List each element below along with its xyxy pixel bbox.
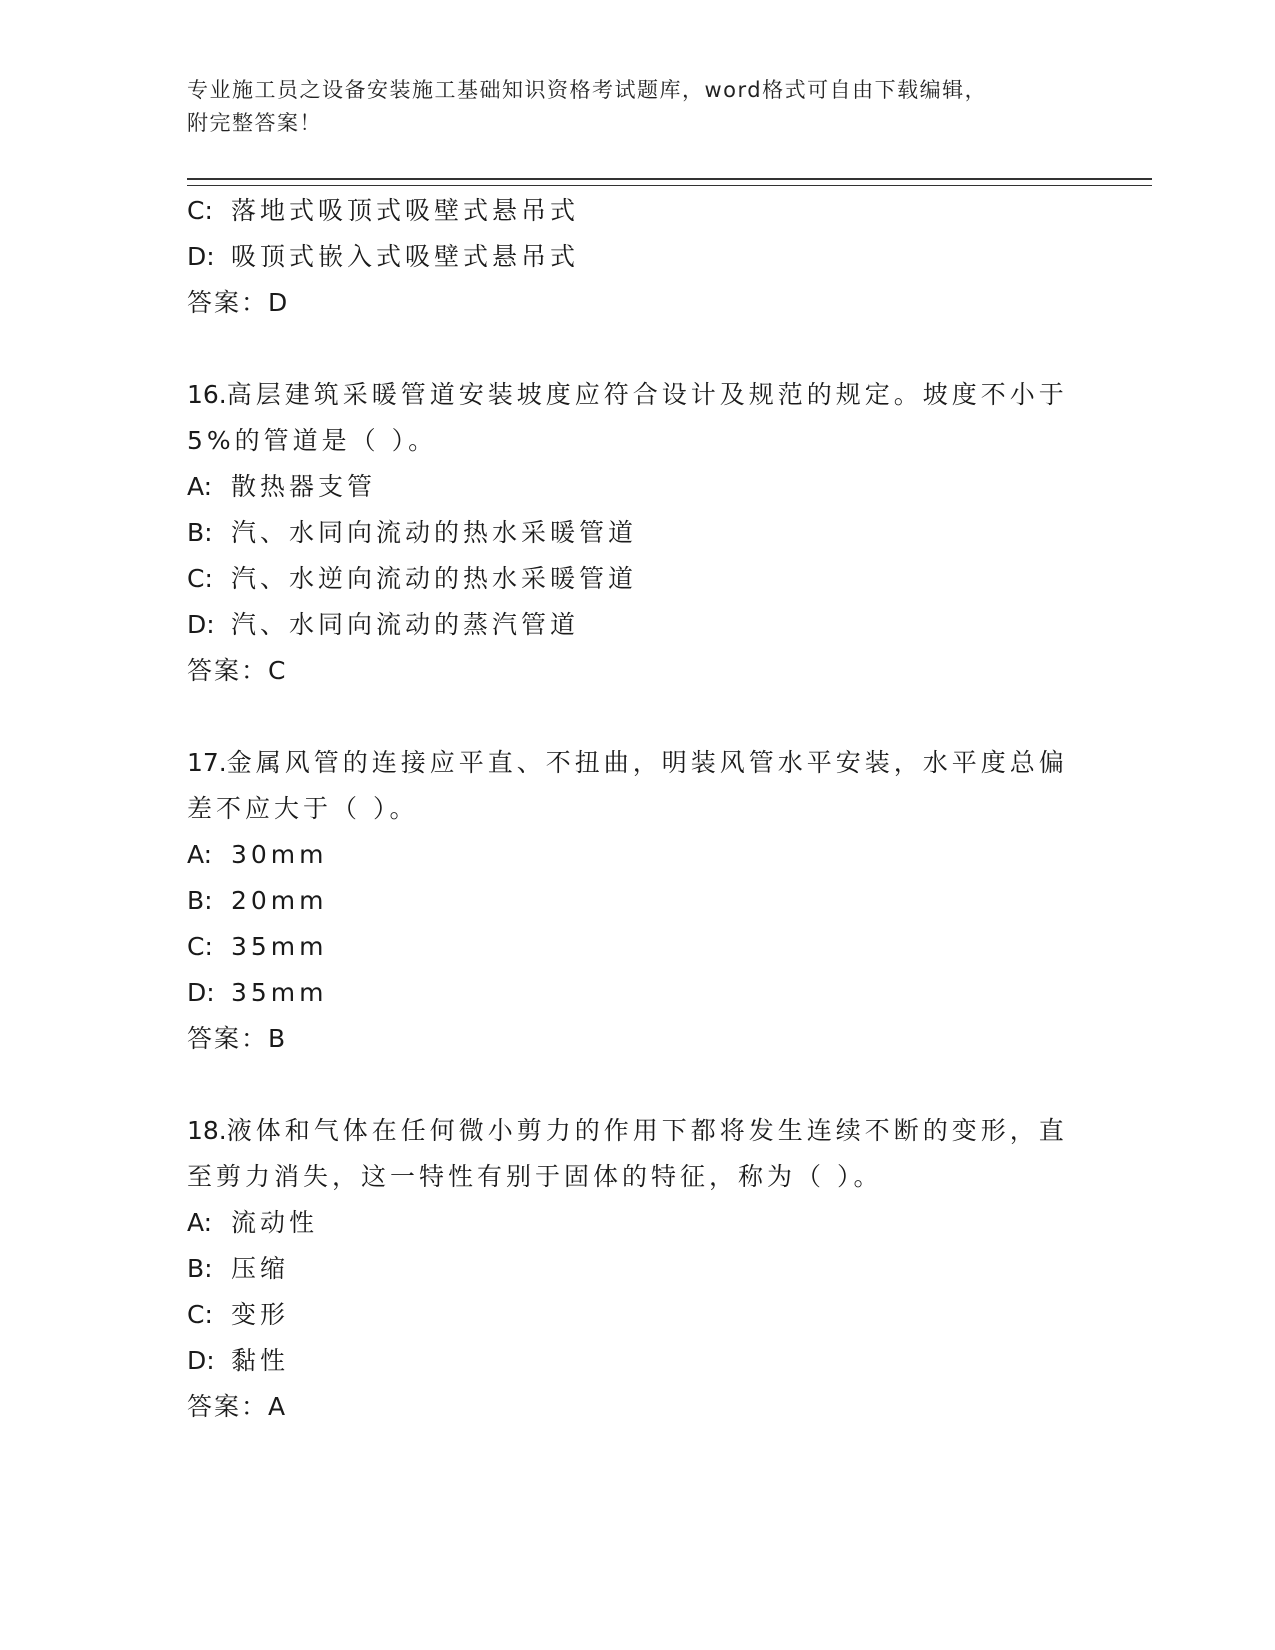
option-text: 20mm — [231, 886, 328, 915]
question-stem — [187, 740, 1087, 786]
prev-question-block — [187, 188, 1087, 326]
option-label: D: — [187, 610, 215, 639]
option-label: C: — [187, 564, 213, 593]
header-line-2: 附完整答案！ — [187, 111, 322, 135]
option-label: B: — [187, 1254, 213, 1283]
question-stem — [187, 1108, 1087, 1154]
option-c — [187, 1292, 1087, 1338]
option-c — [187, 188, 1087, 234]
option-d — [187, 602, 1087, 648]
answer-line: 答案：B — [187, 1024, 288, 1053]
option-b — [187, 510, 1087, 556]
question-stem-continued: 5%的管道是（ ）。 — [187, 426, 438, 455]
option-d — [187, 970, 1087, 1016]
option-d — [187, 1338, 1087, 1384]
answer-line: 答案：A — [187, 1392, 288, 1421]
stem-text: 高层建筑采暖管道安装坡度应符合设计及规范的规定。坡度不小于 — [226, 380, 1068, 409]
answer-line: 答案：D — [187, 288, 290, 317]
question-number: 17. — [187, 748, 227, 777]
option-label: D: — [187, 1346, 215, 1375]
stem-text: 金属风管的连接应平直、不扭曲，明装风管水平安装，水平度总偏 — [226, 748, 1068, 777]
option-text: 汽、水同向流动的热水采暖管道 — [231, 518, 638, 547]
option-text: 黏性 — [231, 1346, 290, 1375]
option-text: 汽、水同向流动的蒸汽管道 — [231, 610, 580, 639]
document-header — [187, 74, 1087, 140]
question-number: 18. — [187, 1116, 227, 1145]
question-stem-continued: 差不应大于（ ）。 — [187, 794, 419, 823]
option-text: 汽、水逆向流动的热水采暖管道 — [231, 564, 638, 593]
option-b — [187, 1246, 1087, 1292]
header-line-1: 专业施工员之设备安装施工基础知识资格考试题库，word格式可自由下载编辑， — [187, 78, 988, 102]
option-label: D: — [187, 242, 215, 271]
option-label: A: — [187, 472, 213, 501]
question-stem-continued: 至剪力消失，这一特性有别于固体的特征，称为（ ）。 — [187, 1162, 883, 1191]
option-label: A: — [187, 1208, 213, 1237]
option-b — [187, 878, 1087, 924]
question-18 — [187, 1108, 1087, 1430]
option-a — [187, 464, 1087, 510]
option-text: 散热器支管 — [231, 472, 377, 501]
option-label: A: — [187, 840, 213, 869]
spacer — [187, 1062, 1087, 1108]
option-label: B: — [187, 886, 213, 915]
question-17 — [187, 740, 1087, 1062]
option-label: B: — [187, 518, 213, 547]
stem-text: 液体和气体在任何微小剪力的作用下都将发生连续不断的变形，直 — [226, 1116, 1068, 1145]
document-body — [187, 188, 1087, 1430]
option-text: 流动性 — [231, 1208, 319, 1237]
option-label: C: — [187, 932, 213, 961]
option-text: 压缩 — [231, 1254, 290, 1283]
option-text: 落地式吸顶式吸壁式悬吊式 — [231, 196, 580, 225]
option-text: 变形 — [231, 1300, 290, 1329]
option-text: 35mm — [231, 978, 328, 1007]
question-number: 16. — [187, 380, 227, 409]
option-label: D: — [187, 978, 215, 1007]
option-a — [187, 832, 1087, 878]
option-c — [187, 924, 1087, 970]
option-text: 35mm — [231, 932, 328, 961]
question-16 — [187, 372, 1087, 694]
option-a — [187, 1200, 1087, 1246]
option-label: C: — [187, 1300, 213, 1329]
option-c — [187, 556, 1087, 602]
option-label: C: — [187, 196, 213, 225]
option-text: 吸顶式嵌入式吸壁式悬吊式 — [231, 242, 580, 271]
spacer — [187, 326, 1087, 372]
question-stem — [187, 372, 1087, 418]
answer-line: 答案：C — [187, 656, 288, 685]
header-divider — [187, 178, 1152, 186]
option-d — [187, 234, 1087, 280]
spacer — [187, 694, 1087, 740]
option-text: 30mm — [231, 840, 328, 869]
